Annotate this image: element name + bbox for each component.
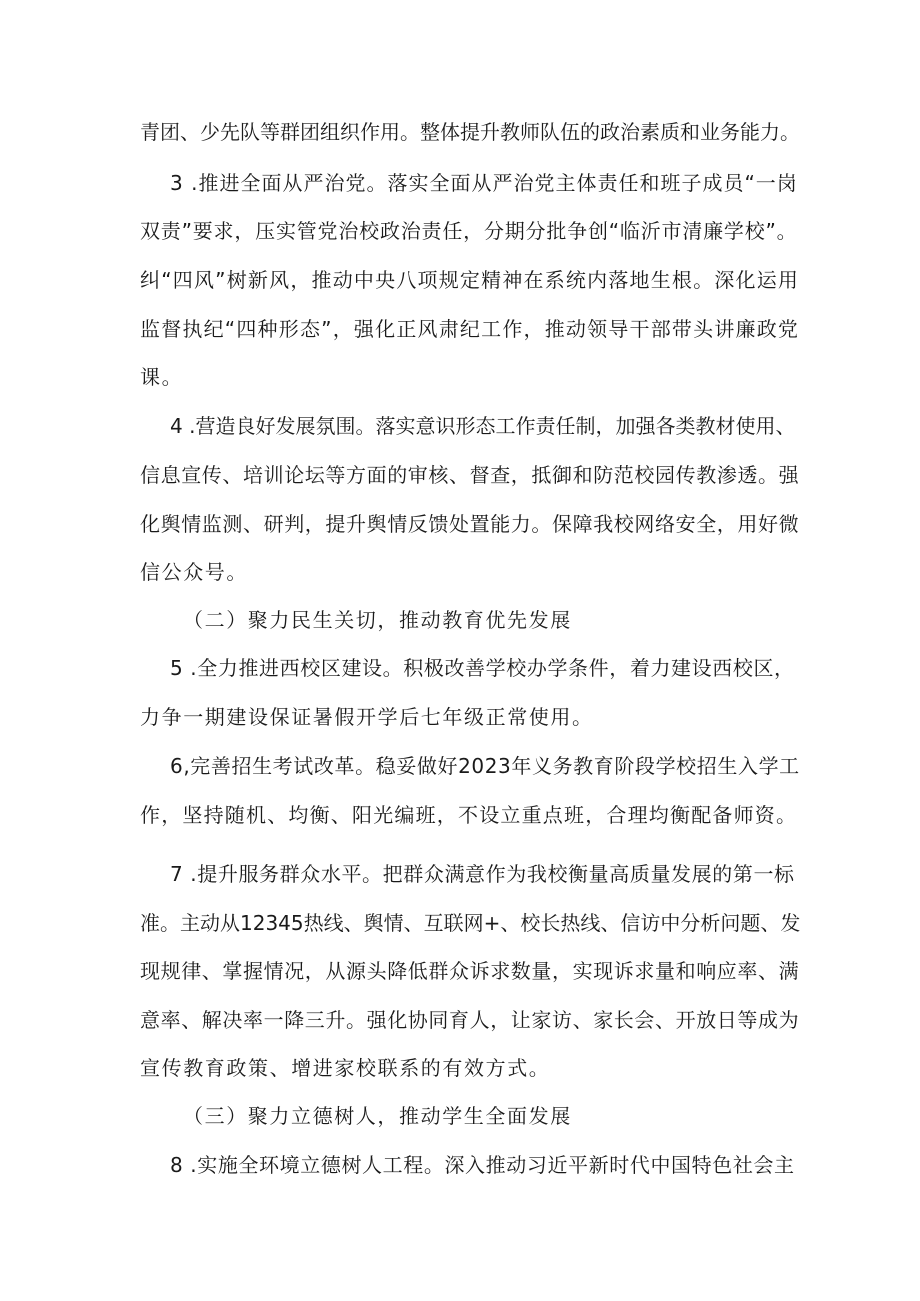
- paragraph-line: 意率、解决率一降三升。强化协同育人，让家访、家长会、开放日等成为: [140, 1008, 800, 1032]
- paragraph-line: 7 .提升服务群众水平。把群众满意作为我校衡量高质量发展的第一标: [170, 862, 795, 886]
- paragraph-line: 监督执纪“四种形态”，强化正风肃纪工作，推动领导干部带头讲廉政党: [140, 317, 800, 341]
- paragraph-line: 双责”要求，压实管党治校政治责任，分期分批争创“临沂市清廉学校”。: [140, 219, 798, 243]
- paragraph-line: 4 .营造良好发展氛围。落实意识形态工作责任制，加强各类教材使用、: [170, 414, 796, 438]
- paragraph-line: 信公众号。: [140, 560, 248, 584]
- paragraph-line: 作，坚持随机、均衡、阳光编班，不设立重点班，合理均衡配备师资。: [140, 803, 798, 827]
- section-heading: （二）聚力民生关切，推动教育优先发展: [183, 608, 572, 632]
- paragraph-line: 化舆情监测、研判，提升舆情反馈处置能力。保障我校网络安全，用好微: [140, 512, 800, 536]
- section-heading: （三）聚力立德树人，推动学生全面发展: [183, 1104, 572, 1128]
- paragraph-line: 青团、少先队等群团组织作用。整体提升教师队伍的政治素质和业务能力。: [140, 120, 800, 144]
- paragraph-line: 力争一期建设保证暑假开学后七年级正常使用。: [140, 705, 594, 729]
- paragraph-line: 3 .推进全面从严治党。落实全面从严治党主体责任和班子成员“一岗: [170, 171, 798, 195]
- paragraph-line: 宣传教育政策、增进家校联系的有效方式。: [140, 1056, 551, 1080]
- paragraph-line: 纠“四风”树新风，推动中央八项规定精神在系统内落地生根。深化运用: [140, 268, 800, 292]
- paragraph-line: 课。: [140, 365, 184, 389]
- paragraph-line: 8 .实施全环境立德树人工程。深入推动习近平新时代中国特色社会主: [170, 1153, 795, 1177]
- paragraph-line: 5 .全力推进西校区建设。积极改善学校办学条件，着力建设西校区，: [170, 656, 795, 680]
- paragraph-line: 现规律、掌握情况，从源头降低群众诉求数量，实现诉求量和响应率、满: [140, 959, 800, 983]
- paragraph-line: 准。主动从12345热线、舆情、互联网+、校长热线、信访中分析问题、发: [140, 911, 801, 935]
- paragraph-line: 6,完善招生考试改革。稳妥做好2023年义务教育阶段学校招生入学工: [170, 754, 800, 778]
- paragraph-line: 信息宣传、培训论坛等方面的审核、督查，抵御和防范校园传教渗透。强: [140, 463, 800, 487]
